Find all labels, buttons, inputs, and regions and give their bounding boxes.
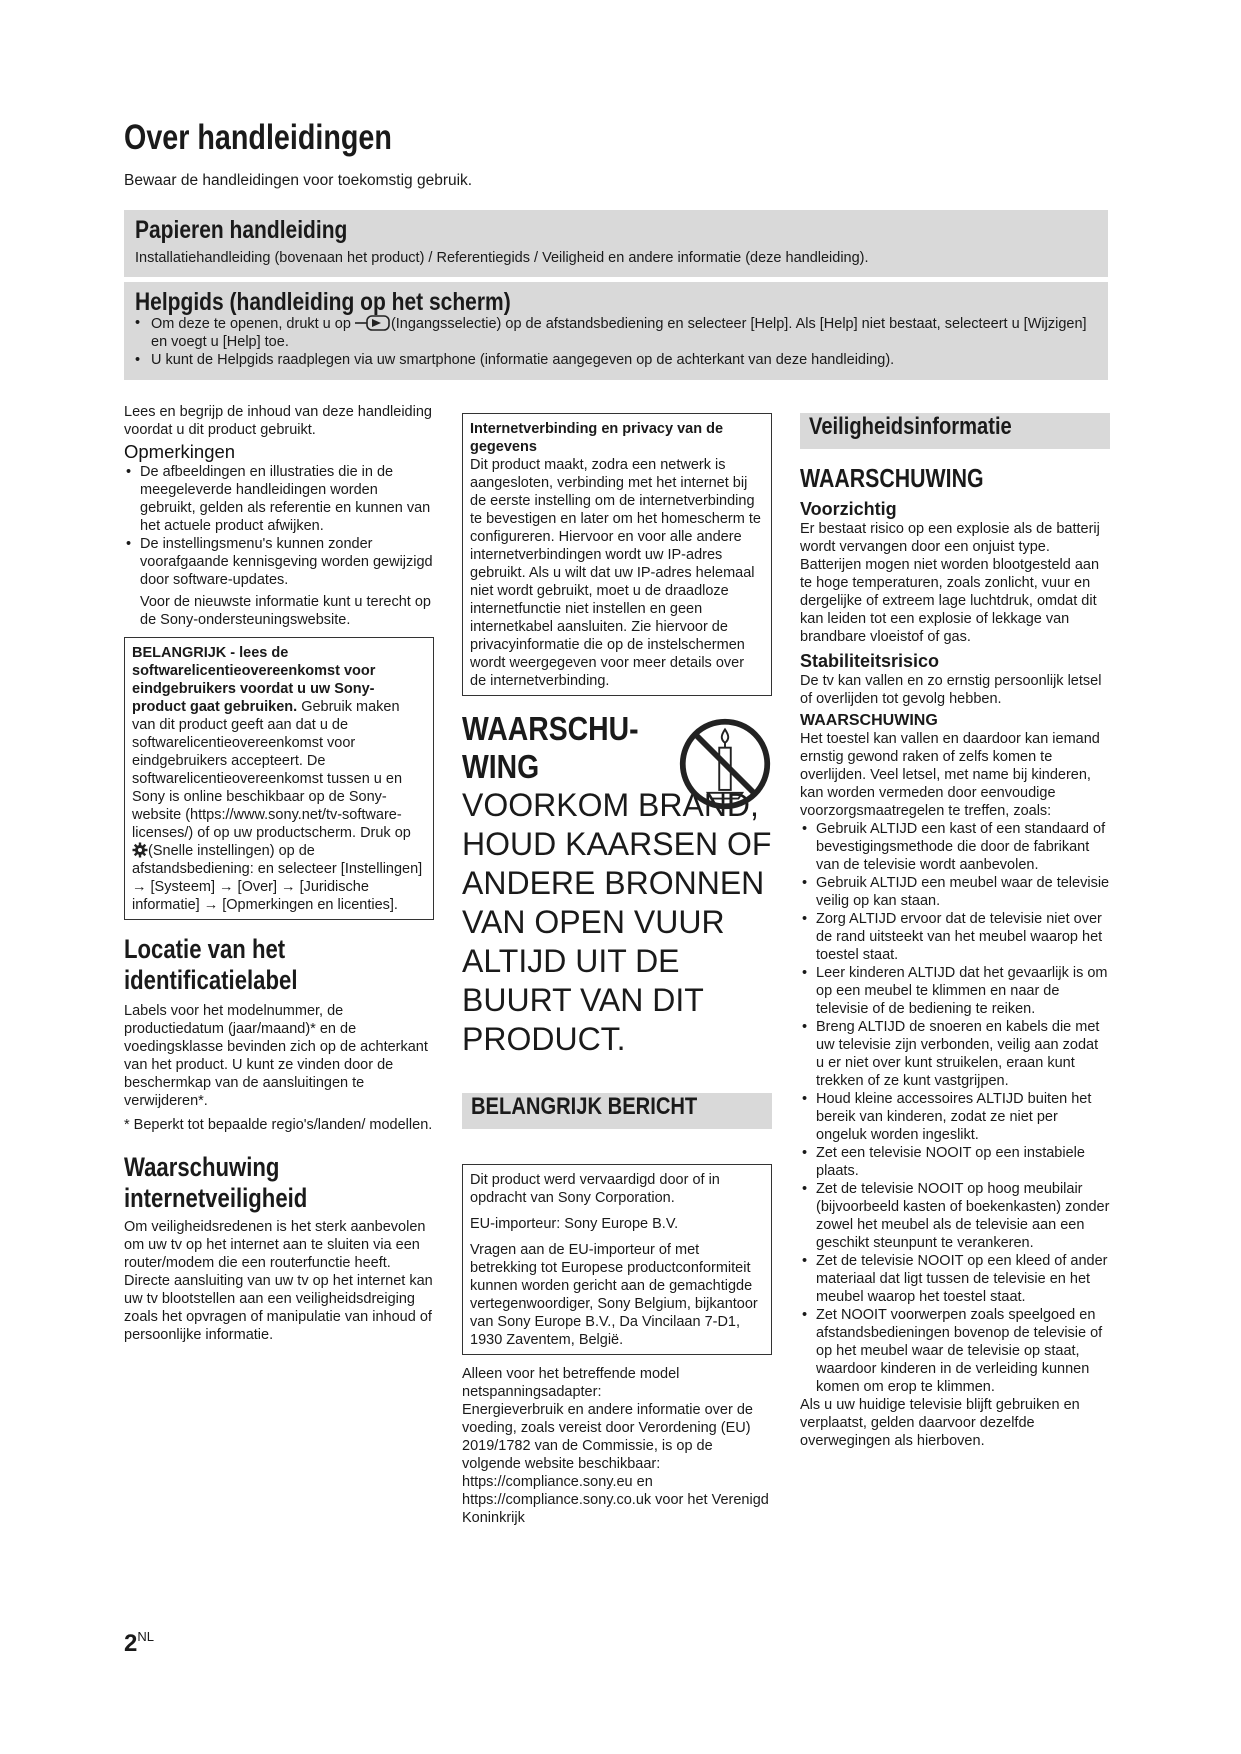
privacy-box: [462, 413, 772, 696]
internet-safety-heading: Waarschuwing internetveiligheid: [124, 1152, 308, 1213]
help-guide-box: [124, 282, 1108, 380]
license-text-2: (Snelle instellingen) op de afstandsbediening: en selecteer [Instellingen] → [Systeem] → [Over] → [Juridische informatie] → [Opmerkingen en licenties].: [132, 843, 423, 913]
safety-heading: Veiligheidsinformatie: [809, 413, 1012, 440]
help-guide-list: [135, 314, 1095, 369]
intro-text: Lees en begrijp de inhoud van deze handleiding voordat u dit product gebruikt.: [124, 404, 432, 438]
warning2-heading: WAARSCHUWING: [800, 712, 938, 729]
warning2-text: Het toestel kan vallen en daardoor kan iemand ernstig gewond raken of zelfs komen te overlijden. Veel letsel, met name bij kinderen, kan worden vermeden door eenvoudige voorzorgsmaatregelen te treffen, zoals:: [800, 731, 1100, 819]
notes-extra: Voor de nieuwste informatie kunt u terecht op de Sony-ondersteuningswebsite.: [140, 594, 431, 628]
column-1: [124, 403, 434, 1344]
notes-list: [124, 463, 434, 589]
caution-heading: Voorzichtig: [800, 499, 897, 519]
safety-bullet: • Zet de televisie NOOIT op hoog meubilair (bijvoorbeeld kasten of boekenkasten) zonder zowel het meubel als de televisie aan een geschikt steunpunt te verankeren.: [800, 1180, 1110, 1252]
internet-safety-text: Om veiligheidsredenen is het sterk aanbevolen om uw tv op het internet aan te sluiten via een router/modem die een routerfunctie heeft. Directe aansluiting van uw tv op het internet kan uw tv blootstellen aan een veiligheidsdreiging zoals het opvragen of manipulatie van inhoud of persoonlijke informatie.: [124, 1219, 433, 1343]
stability-heading: Stabiliteitsrisico: [800, 651, 940, 671]
paper-manual-heading: Papieren handleiding: [135, 216, 348, 244]
notice-band: [462, 1093, 772, 1129]
paper-manual-text: Installatiehandleiding (bovenaan het product) / Referentiegids / Veiligheid en andere informatie (deze handleiding).: [135, 250, 869, 266]
fire-warning-heading-2: WING: [462, 748, 540, 785]
notes-heading: Opmerkingen: [124, 441, 236, 462]
stability-text: De tv kan vallen en zo ernstig persoonlijk letsel of overlijden tot gevolg hebben.: [800, 673, 1102, 707]
safety-bullet: • Gebruik ALTIJD een meubel waar de televisie veilig op kan staan.: [800, 874, 1110, 910]
license-text-1: Gebruik maken van dit product geeft aan dat u de softwarelicentieovereenkomst voor eindgebruikers accepteert. De softwarelicentieovereenkomst tussen u en Sony is online beschikbaar op de Sony-website (https://www.sony.net/tv-software-licenses/) of op uw productscherm. Druk op: [132, 699, 411, 841]
notice-p2: EU-importeur: Sony Europe B.V.: [470, 1216, 679, 1232]
closing-text: Als u uw huidige televisie blijft gebruiken en verplaatst, gelden daarvoor dezelfde overwegingen als hierboven.: [800, 1397, 1080, 1449]
label-heading: Locatie van het identificatielabel: [124, 934, 298, 995]
license-bold: BELANGRIJK - lees de softwarelicentieovereenkomst voor eindgebruikers voordat u uw Sony-product gaat gebruiken.: [132, 645, 376, 715]
label-text: Labels voor het modelnummer, de productiedatum (jaar/maand)* en de voedingsklasse bevinden zich op de achterkant van het product. U kunt ze vinden door de beschermkap van de aansluitingen te verwijderen*.: [124, 1003, 428, 1109]
help-guide-bullet-2: • U kunt de Helpgids raadplegen via uw smartphone (informatie aangegeven op de achterkant van deze handleiding).: [135, 351, 1095, 369]
column-2: [462, 413, 772, 1527]
note-item: • De instellingsmenu's kunnen zonder voorafgaande kennisgeving worden gewijzigd door software-updates.: [124, 535, 434, 589]
caution-p1: Er bestaat risico op een explosie als de batterij wordt vervangen door een onjuist type.: [800, 521, 1100, 555]
notice-p1: Dit product werd vervaardigd door of in opdracht van Sony Corporation.: [470, 1172, 720, 1206]
fire-warning-text: VOORKOM BRAND, HOUD KAARSEN OF ANDERE BRONNEN VAN OPEN VUUR ALTIJD UIT DE BUURT VAN DIT PRODUCT.: [462, 787, 772, 1057]
privacy-text: Dit product maakt, zodra een netwerk is aangesloten, verbinding met het internet bij de eerste instelling om de internetverbinding te bevestigen en later om het homescherm te configureren. Hiervoor en voor alle andere internetverbindingen wordt uw IP-adres gebruikt. Als u wilt dat uw IP-adres helemaal niet wordt gebruikt, moet u de draadloze internetfunctie niet instellen en geen internetkabel aansluiten. Zie hiervoor de privacyinformatie die op de instelschermen wordt weergegeven voor meer details over de internetverbinding.: [470, 457, 761, 689]
page-title: Over handleidingen: [124, 118, 392, 157]
paper-manual-box: [124, 210, 1108, 277]
notice-p3: Vragen aan de EU-importeur of met betrekking tot Europese productconformiteit kunnen worden gericht aan de gemachtigde vertegenwoordiger, Sony Belgium, bijkantoor van Sony Europe B.V., Da Vincilaan 7-D1, 1930 Zaventem, België.: [470, 1242, 758, 1348]
safety-bullet: • Breng ALTIJD de snoeren en kabels die met uw televisie zijn verbonden, veilig aan zodat u er niet over kunt struikelen, eraan kunt trekken of ze kunt vastgrijpen.: [800, 1018, 1110, 1090]
note-item: • De afbeeldingen en illustraties die in de meegeleverde handleidingen worden gebruikt, gelden als referentie en kunnen van het actuele product afwijken.: [124, 463, 434, 535]
safety-bullet: • Leer kinderen ALTIJD dat het gevaarlijk is om op een meubel te klimmen en naar de televisie of de bediening te reiken.: [800, 964, 1110, 1018]
help-guide-bullet-1: [135, 314, 1095, 351]
safety-bullet: • Houd kleine accessoires ALTIJD buiten het bereik van kinderen, zodat ze niet per ongeluk worden ingeslikt.: [800, 1090, 1110, 1144]
safety-bullets: [800, 820, 1110, 1396]
page-number: [124, 1629, 154, 1658]
safety-bullet: • Zet de televisie NOOIT op een kleed of ander materiaal dat ligt tussen de televisie en het meubel waarop het toestel staat.: [800, 1252, 1110, 1306]
safety-bullet: • Zorg ALTIJD ervoor dat de televisie niet over de rand uitsteekt van het meubel waarop het toestel staat.: [800, 910, 1110, 964]
page-language: NL: [137, 1629, 154, 1644]
fire-warning: [462, 710, 772, 1059]
safety-bullet: • Zet NOOIT voorwerpen zoals speelgoed en afstandsbedieningen bovenop de televisie of op het meubel waar de televisie op staat, waardoor kinderen in de verleiding kunnen komen om erop te klimmen.: [800, 1306, 1110, 1396]
label-note: * Beperkt tot bepaalde regio's/landen/ modellen.: [124, 1117, 433, 1133]
notice-heading: BELANGRIJK BERICHT: [471, 1093, 698, 1120]
page-number-value: 2: [124, 1630, 138, 1657]
warning-heading: WAARSCHUWING: [800, 463, 984, 493]
privacy-heading: Internetverbinding en privacy van de gegevens: [470, 421, 724, 455]
gear-icon: [132, 842, 148, 858]
license-box: [124, 637, 434, 920]
adapter-p3: https://compliance.sony.eu en https://compliance.sony.co.uk voor het Verenigd Koninkrijk: [462, 1474, 769, 1526]
no-candle-icon: [677, 716, 773, 812]
input-select-icon: [355, 314, 391, 332]
safety-bullet: • Zet een televisie NOOIT op een instabiele plaats.: [800, 1144, 1110, 1180]
help-guide-heading: Helpgids (handleiding op het scherm): [135, 288, 511, 316]
safety-band: [800, 413, 1110, 449]
column-3: [800, 413, 1110, 1450]
notice-box: [462, 1164, 772, 1355]
safety-bullet: • Gebruik ALTIJD een kast of een standaard of bevestigingsmethode die door de fabrikant van de televisie wordt aanbevolen.: [800, 820, 1110, 874]
fire-warning-heading-1: WAARSCHU-: [462, 710, 639, 747]
page-subtitle: Bewaar de handleidingen voor toekomstig gebruik.: [124, 172, 473, 189]
adapter-p2: Energieverbruik en andere informatie over de voeding, zoals vereist door Verordening (EU) 2019/1782 van de Commissie, is op de volgende website beschikbaar:: [462, 1402, 753, 1472]
caution-p2: Batterijen mogen niet worden blootgesteld aan te hoge temperaturen, zoals zonlicht, vuur en dergelijke of extreem lage luchtdruk, omdat dit kan leiden tot een explosie of lekkage van brandbare vloeistof of gas.: [800, 557, 1100, 645]
adapter-p1: Alleen voor het betreffende model netspanningsadapter:: [462, 1366, 680, 1400]
help-guide-bullet-1-start: Om deze te openen, drukt u op: [151, 316, 351, 332]
help-guide-bullet-1-end: (Ingangsselectie) op de afstandsbediening en selecteer [Help]. Als [Help] niet bestaat, selecteert u [Wijzigen] en voegt u [Help] toe.: [151, 316, 1087, 350]
